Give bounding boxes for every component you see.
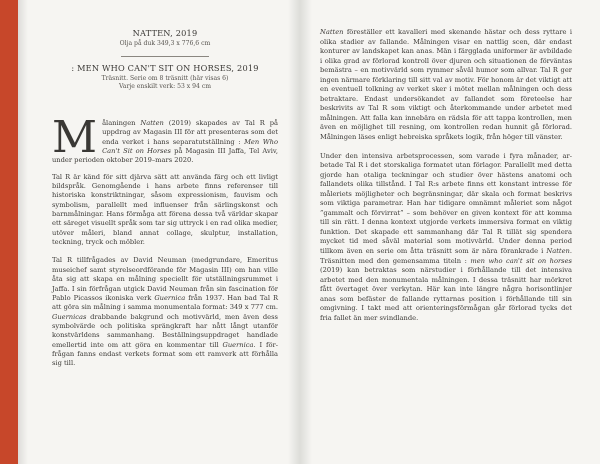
text-italic: Guernicas	[52, 312, 87, 321]
body-paragraph	[320, 152, 572, 324]
text-italic: Natten	[546, 247, 570, 256]
text-italic: Guernica	[154, 293, 186, 302]
caption-medium: Träsnitt. Serie om 8 träsnitt (här visas 6)	[101, 75, 229, 82]
caption-divider	[121, 56, 209, 57]
caption-title: NATTEN, 2019	[132, 28, 198, 38]
text: från 1937. Han bad Tal R att göra sin målning i samma monumentala format: 349 x 777 cm.	[52, 293, 278, 312]
left-page	[18, 0, 300, 464]
body-paragraph: Tal R är känd för sitt djärva sätt att använda färg och ett livligt bildspråk. Genomgående i hans arbete finns referenser till historiska konstriktningar, såsom expressionism, fauvism och symbolism, parallellt med influenser från särlingskonst och barnmålningar. Hans förmåga att förena dessa två världar skapar ett säreget visuellt språk som tar sig uttryck i en rad olika medier, utöver måleri, bland annat collage, skulptur, installation, teckning, tryck och möbler.	[52, 172, 278, 247]
caption-dimensions: Varje enskilt verk: 53 x 94 cm	[118, 83, 212, 90]
artwork-caption-1	[52, 28, 278, 48]
text: Under den intensiva arbetsprocessen, som varade i fyra månader, arbetade Tal R i det storskaliga formatet utan förlagor. Parallellt med detta gjorde han otaliga teckningar och studier över hästens anatomi och fallandets olika tillstånd. I Tal R:s arbete finns ett konstant intresse för måleriets möjligheter och begränsningar, där skala och format beskrivs som viktiga parametrar. Han har tidigare omnämnt måleriet som något ”gammalt och förvirrat” – som behöver en given kontext för att komma till sin rätt. I denna kontext utgjorde verkets immersiva format en viktig funktion. Det skapade ett sammanhang där Tal R tillät sig spendera mycket tid med såväl material som motivvärld. Under denna period tillkom även en serie om åtta träsnitt som är nära förankrade i	[320, 151, 572, 256]
artwork-caption-2	[52, 63, 278, 91]
text: (2019) skapades av Tal R på uppdrag av Magasin III för att presenteras som det enda verket i hans separatutställning :	[102, 119, 278, 146]
red-cover-edge	[0, 0, 18, 464]
text: drabbande bakgrund och motivvärld, men även dess symbolvärde och politiska sprängkraft har nått långt utanför konstvärldens sammanhang. Beställningsuppdraget handlade emellertid inte om att göra en kommentar till	[52, 312, 278, 349]
text: på Magasin III Jaffa, Tel Aviv, under perioden oktober 2019–mars 2020.	[52, 147, 278, 165]
text-italic: Natten	[140, 119, 164, 127]
page-edge-shadow	[18, 0, 28, 464]
text: . Träsnitten med den gemensamma titeln :	[320, 247, 572, 265]
text: . I förfrågan fanns endast verkets format som ett ramverk att förhålla sig till.	[52, 340, 278, 368]
text-italic: Men Who Can't Sit on Horses	[102, 137, 278, 156]
caption-title: : MEN WHO CAN'T SIT ON HORSES, 2019	[71, 63, 259, 73]
text: ålaningen	[102, 119, 141, 127]
right-page	[300, 0, 600, 464]
text-italic: men who can't sit on horses	[470, 256, 572, 265]
body-paragraph	[320, 28, 572, 143]
text: (2019) kan betraktas som närstudier i förhållande till det intensiva arbetet med den monumentala målningen. I dessa träsnitt har mörkret fått övertaget över verkytan. Här kan inte längre några horisontlinjer anas som befäster de fallande ryttarnas position i förhållande till sin omgivning. I takt med att orienteringsförmågan går förlorad tycks det fria fallet än mer svindlande.	[320, 266, 572, 322]
text-italic: Natten	[320, 28, 344, 36]
text-italic: Guernica	[222, 340, 254, 349]
drop-cap: M	[52, 112, 98, 163]
intro-paragraph	[52, 112, 278, 166]
text: Tal R tillfrågades av David Neuman (medgrundare, Emeritus museichef samt styrelseordförande för Magasin III) om han ville åta sig att skapa en målning speciellt för utställningsrummet i Jaffa. I sin förfrågan utgick David Neuman från sin fascination för Pablo Picassos ikoniska verk	[52, 256, 278, 302]
caption-medium: Olja på duk 349,3 x 776,6 cm	[119, 40, 211, 47]
text: föreställer ett kavalleri med skenande hästar och dess ryttare i olika stadier av fallande. Målningen visar en nattlig scen, där endast konturer av landskapet kan anas. Män i färgglada uniformer är avbildade i olika grad av förlorad kontroll över djuren och situationen de förväntas bemästra – en motivvärld som rymmer såväl humor som allvar. Tal R ger ingen närmare förklaring till sitt val av motiv. För honom är det viktigt att en eventuell tolkning av verket sker i mötet mellan målningen och dess betraktare. Endast undersökandet av fallandet som företeelse har beskrivits av Tal R som viktigt och återkommande under arbetet med målningen. Att falla kan innebära en rädsla för att tappa kontrollen, men även en möjlighet till resning, om kontrollen redan hunnit gå förlorad. Målningen läses enligt hebreiska språkets logik, från höger till vänster.	[320, 28, 572, 142]
body-paragraph	[52, 256, 278, 368]
